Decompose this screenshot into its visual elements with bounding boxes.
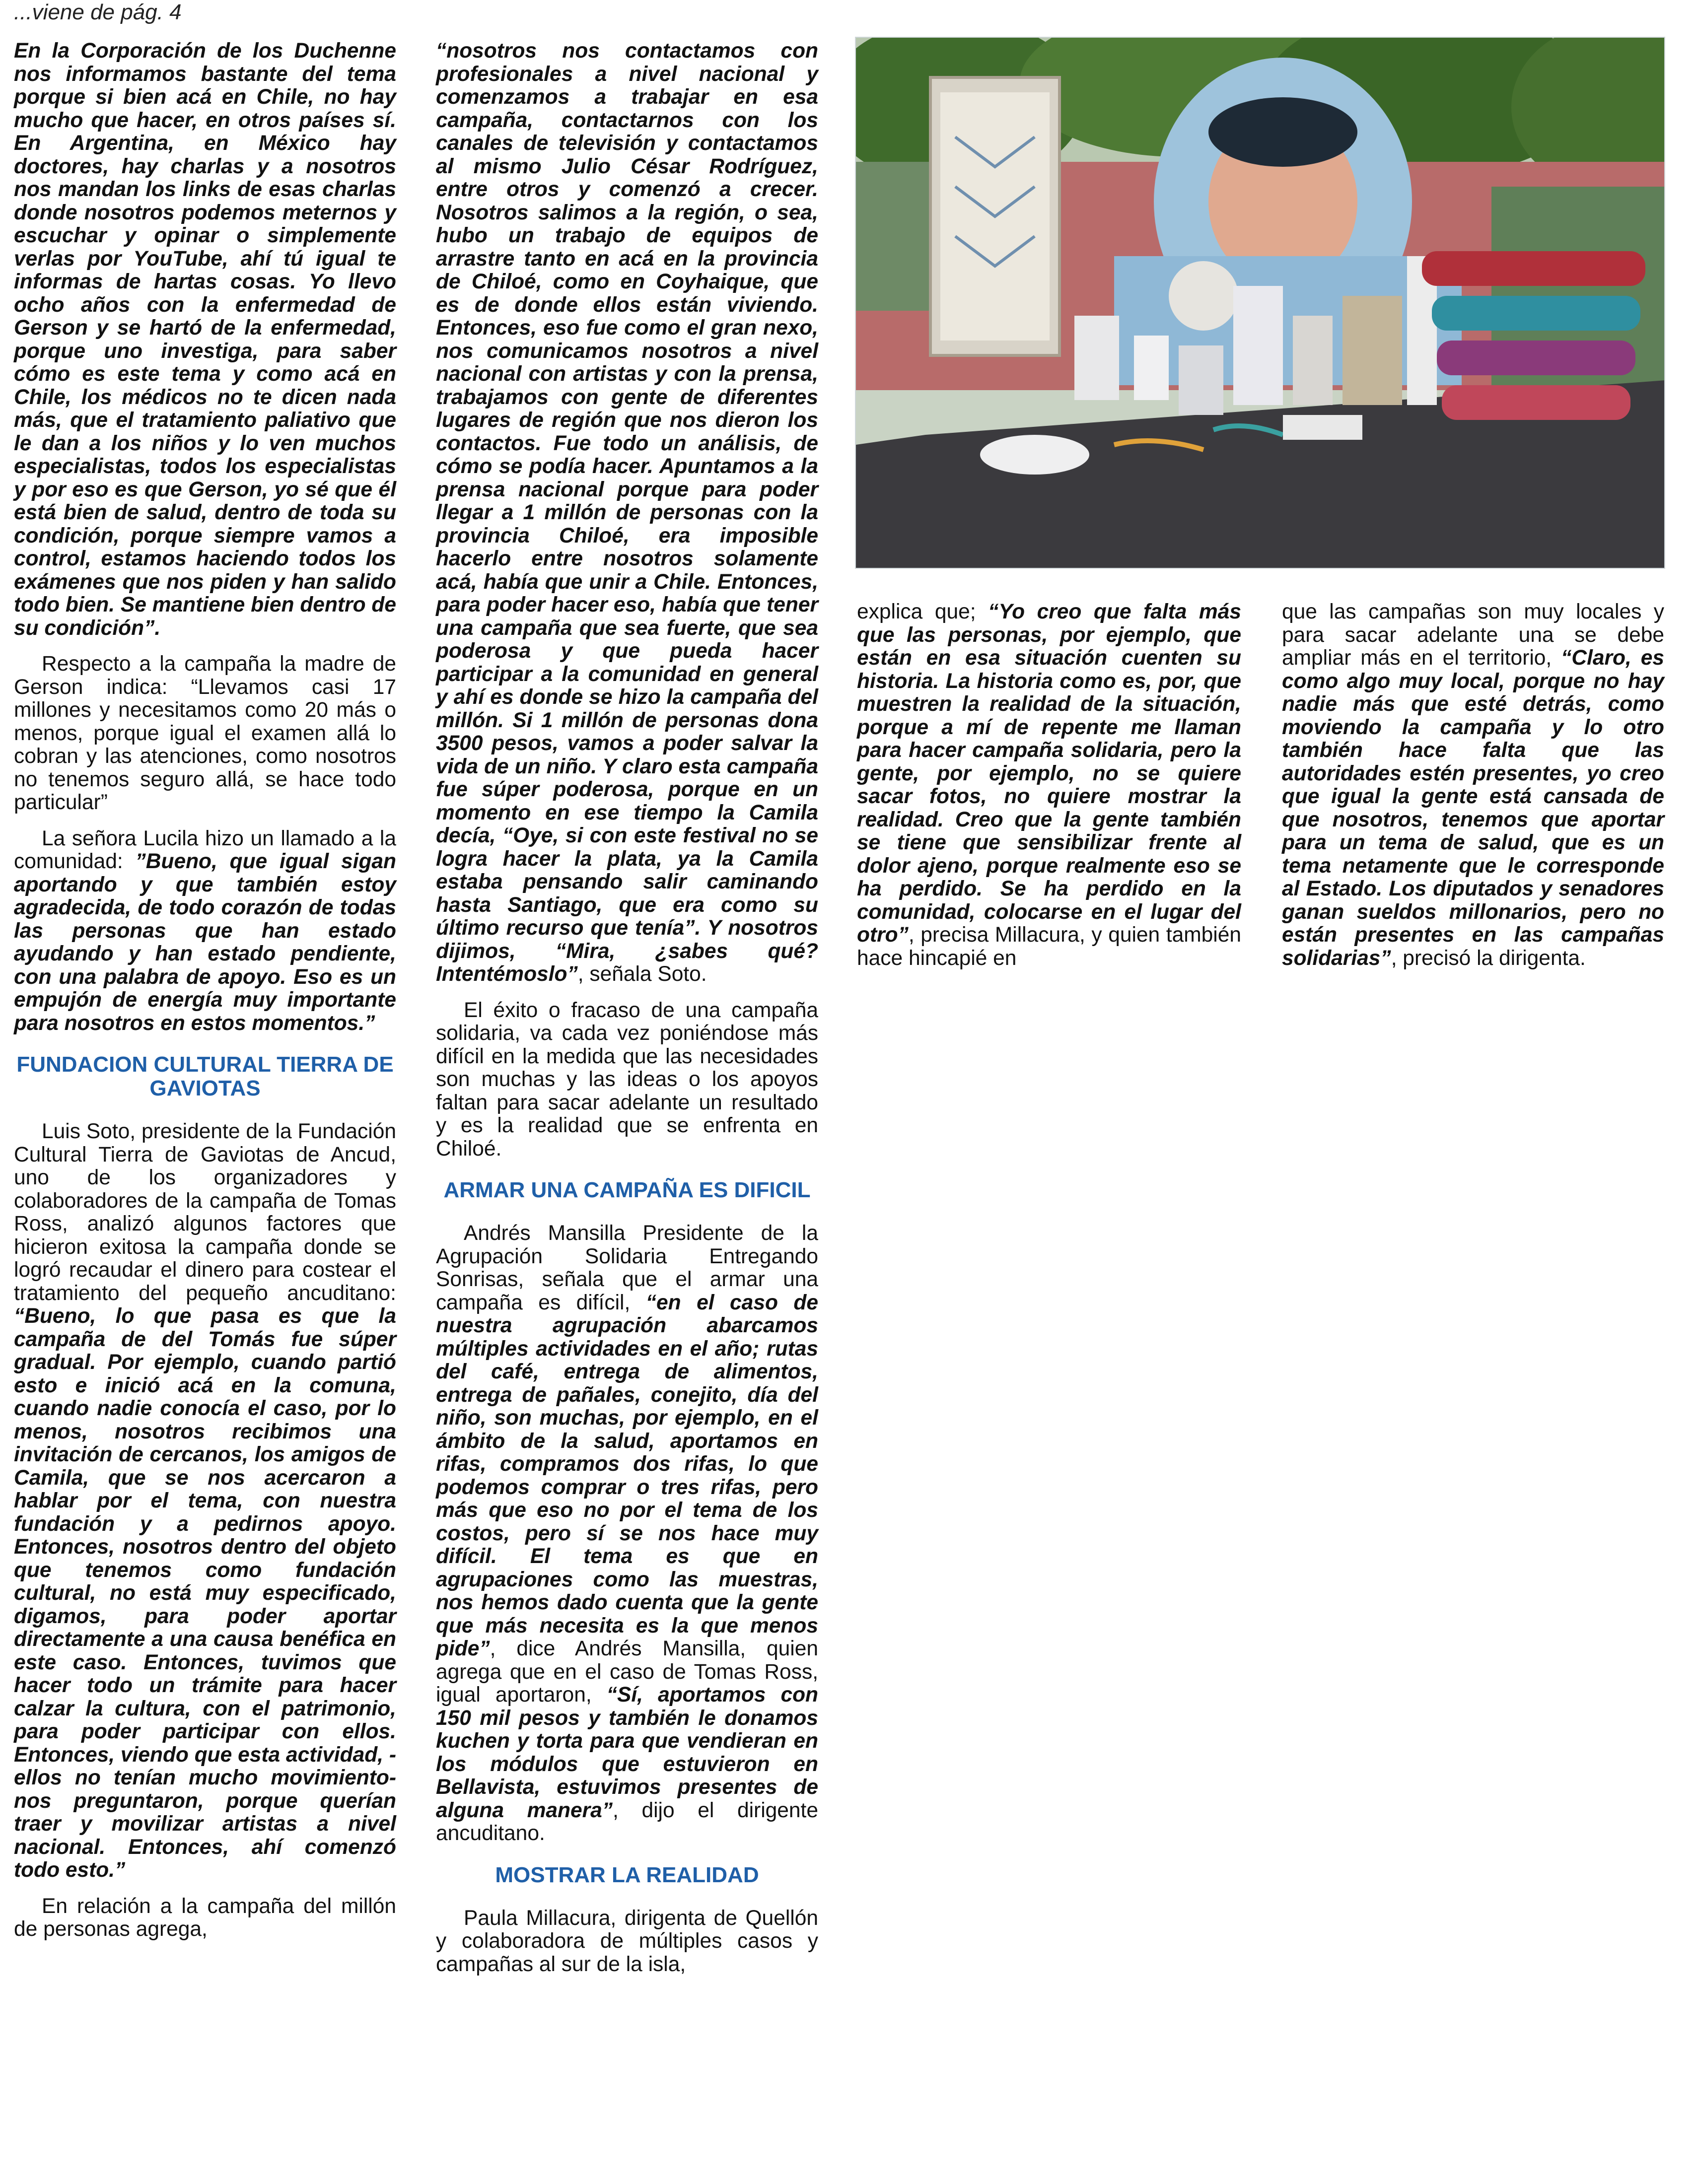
quote: “Sí, aportamos con 150 mil pesos y también le donamos kuchen y torta para que vendieran en los módulos que estuvieron en Bellavista, estuvimos presentes de alguna manera” bbox=[436, 1683, 818, 1822]
paragraph: Respecto a la campaña la madre de Gerson indica: “Llevamos casi 17 millones y necesitamos como 20 más o menos, porque igual el examen allá lo cobran y las atenciones, como nosotros no tenemos seguro allá, se hace todo particular” bbox=[14, 652, 396, 814]
text: Andrés Mansilla Presidente de la Agrupación Solidaria Entregando Sonrisas, señala que el armar una campaña es difícil, bbox=[436, 1222, 818, 1314]
paragraph: Paula Millacura, dirigenta de Quellón y colaboradora de múltiples casos y campañas al sur de la isla, bbox=[436, 1906, 818, 1976]
text: , señala Soto. bbox=[577, 962, 707, 986]
article-column-4 bbox=[1282, 601, 1664, 983]
paragraph bbox=[1282, 601, 1664, 970]
text: , dijo el dirigente ancuditano. bbox=[436, 1798, 818, 1845]
quote: “Claro, es como algo muy local, porque no hay nadie más que esté detrás, como moviendo la campaña y lo otro también hace falta que las autoridades estén presentes, yo creo que igual la gente está cansada de que nosotros, tenemos que aportar para un tema de salud, que es un tema netamente que le corresponde al Estado. Los diputados y senadores ganan sueldos millonarios, pero no están presentes en las campañas solidarias” bbox=[1282, 646, 1664, 970]
text: explica que; bbox=[857, 600, 989, 623]
photo-illustration bbox=[856, 38, 1665, 569]
paragraph bbox=[436, 1222, 818, 1845]
text: que las campañas son muy locales y para sacar adelante una se debe ampliar más en el territorio, bbox=[1282, 600, 1664, 670]
quote: “nosotros nos contactamos con profesionales a nivel nacional y comenzamos a trabajar en esa campaña, contactarnos con los canales de televisión y contactamos al mismo Julio César Rodríguez, entre otros y comenzó a crecer. Nosotros salimos a la región, o sea, hubo un trabajo de equipos de arrastre tanto en acá en la provincia de Chiloé, como en Coyhaique, que es de donde ellos están viviendo. Entonces, eso fue como el gran nexo, nos comunicamos nosotros a nivel nacional con artistas y con la prensa, trabajamos con gente de diferentes lugares de región que nos dieron los contactos. Fue todo un análisis, de cómo se podía hacer. Apuntamos a la prensa nacional porque para poder llegar a 1 millón de personas con la provincia Chiloé, era imposible hacerlo entre nosotros solamente acá, había que unir a Chile. Entonces, para poder hacer eso, había que tener una campaña que sea fuerte, que sea poderosa y que pueda hacer participar a la comunidad en general y ahí es donde se hizo la campaña del millón. Si 1 millón de personas dona 3500 pesos, vamos a poder salvar la vida de un niño. Y claro esta campaña fue súper poderosa, porque en un momento en ese tiempo la Camila decía, “Oye, si con este festival no se logra hacer la plata, ya la Camila estaba pensando salir caminando hasta Santiago, que era como su último recurso que tenía”. Y nosotros dijimos, “Mira, ¿sabes qué? Intentémoslo” bbox=[436, 39, 818, 986]
paragraph: El éxito o fracaso de una campaña solidaria, va cada vez poniéndose más difícil en la medida que las necesidades son muchas y las ideas o los apoyos faltan para sacar adelante un resultado y es la realidad que se enfrenta en Chiloé. bbox=[436, 998, 818, 1160]
paragraph bbox=[857, 601, 1241, 970]
article-column-3 bbox=[857, 601, 1241, 983]
article-column-2 bbox=[436, 40, 818, 1989]
paragraph bbox=[14, 1120, 396, 1882]
paragraph bbox=[14, 827, 396, 1035]
text: , precisó la dirigenta. bbox=[1391, 946, 1586, 970]
section-heading: FUNDACION CULTURAL TIERRA DE GAVIOTAS bbox=[16, 1052, 394, 1100]
quote: “en el caso de nuestra agrupación abarcamos múltiples actividades en el año; rutas del café, entrega de alimentos, entrega de pañales, conejito, día del niño, son muchas, por ejemplo, en el ámbito de la salud, aportamos en rifas, compramos dos rifas, lo que podemos comprar o tres rifas, pero más que eso no por el tema de los costos, pero sí se nos hace muy difícil. El tema es que en agrupaciones como las muestras, nos hemos dado cuenta que la gente que más necesita es la que menos pide” bbox=[436, 1291, 818, 1660]
article-photo bbox=[855, 37, 1665, 569]
paragraph: En la Corporación de los Duchenne nos informamos bastante del tema porque si bien acá en Chile, no hay mucho que hacer, en otros países sí. En Argentina, en México hay doctores, hay charlas y a nosotros nos mandan los links de esas charlas donde nosotros podemos meternos y escuchar y opinar o simplemente verlas por YouTube, ahí tú igual te informas de hartas cosas. Yo llevo ocho años con la enfermedad de Gerson y se hartó de la enfermedad, porque uno investiga, para saber cómo es este tema y como acá en Chile, los médicos no te dicen nada más, que el tratamiento paliativo que le dan a los niños y lo ven muchos especialistas, todos los especialistas y por eso es que Gerson, yo sé que él está bien de salud, dentro de toda su condición, porque siempre vamos a control, estamos haciendo todos los exámenes que nos piden y han salido todo bien. Se mantiene bien dentro de su condición”. bbox=[14, 39, 396, 640]
section-heading: MOSTRAR LA REALIDAD bbox=[495, 1862, 759, 1887]
quote: “Yo creo que falta más que las personas, por ejemplo, que están en esa situación cuenten su historia. La historia como es, por, que muestren la realidad de la situación, porque a mí de repente me llaman para hacer campaña solidaria, pero la gente, por ejemplo, no se quiere sacar fotos, no quiere mostrar la realidad. Creo que la gente también se tiene que sensibilizar frente al dolor ajeno, porque realmente eso se ha perdido. Se ha perdido en la comunidad, colocarse en el lugar del otro” bbox=[857, 600, 1241, 947]
quote: “Bueno, lo que pasa es que la campaña de del Tomás fue súper gradual. Por ejemplo, cuando partió esto e inició acá en la comuna, cuando nadie conocía el caso, por lo menos, nosotros recibimos una invitación de cercanos, los amigos de Camila, que se nos acercaron a hablar por el tema, con nuestra fundación y a pedirnos apoyo. Entonces, nosotros dentro del objeto que tenemos como fundación cultural, no está muy especificado, digamos, para poder aportar directamente a una causa benéfica en este caso. Entonces, tuvimos que hacer todo un trámite para hacer calzar la cultura, con el patrimonio, para poder participar con ellos. Entonces, viendo que esta actividad, -ellos no tenían mucho movimiento-nos preguntaron, porque querían traer y movilizar artistas a nivel nacional. Entonces, ahí comenzó todo esto.” bbox=[14, 1304, 396, 1882]
page-continuation-note: ...viene de pág. 4 bbox=[14, 0, 182, 24]
text: , dice Andrés Mansilla, quien agrega que en el caso de Tomas Ross, igual aportaron, bbox=[436, 1637, 818, 1706]
quote: ”Bueno, que igual sigan aportando y que también estoy agradecida, de todo corazón de todas las personas que han estado ayudando y han estado pendiente, con una palabra de apoyo. Eso es un empujón de energía muy importante para nosotros en estos momentos.” bbox=[14, 850, 396, 1035]
section-heading: ARMAR UNA CAMPAÑA ES DIFICIL bbox=[443, 1178, 811, 1202]
text: Luis Soto, presidente de la Fundación Cultural Tierra de Gaviotas de Ancud, uno de los organizadores y colaboradores de la campaña de Tomas Ross, analizó algunos factores que hicieron exitosa la campaña donde se logró recaudar el dinero para costear el tratamiento del pequeño ancuditano: bbox=[14, 1120, 396, 1305]
text: La señora Lucila hizo un llamado a la comunidad: bbox=[14, 826, 396, 873]
text: , precisa Millacura, y quien también hace hincapié en bbox=[857, 923, 1241, 970]
paragraph bbox=[436, 40, 818, 986]
article-column-1 bbox=[14, 40, 396, 1954]
paragraph: En relación a la campaña del millón de personas agrega, bbox=[14, 1894, 396, 1941]
